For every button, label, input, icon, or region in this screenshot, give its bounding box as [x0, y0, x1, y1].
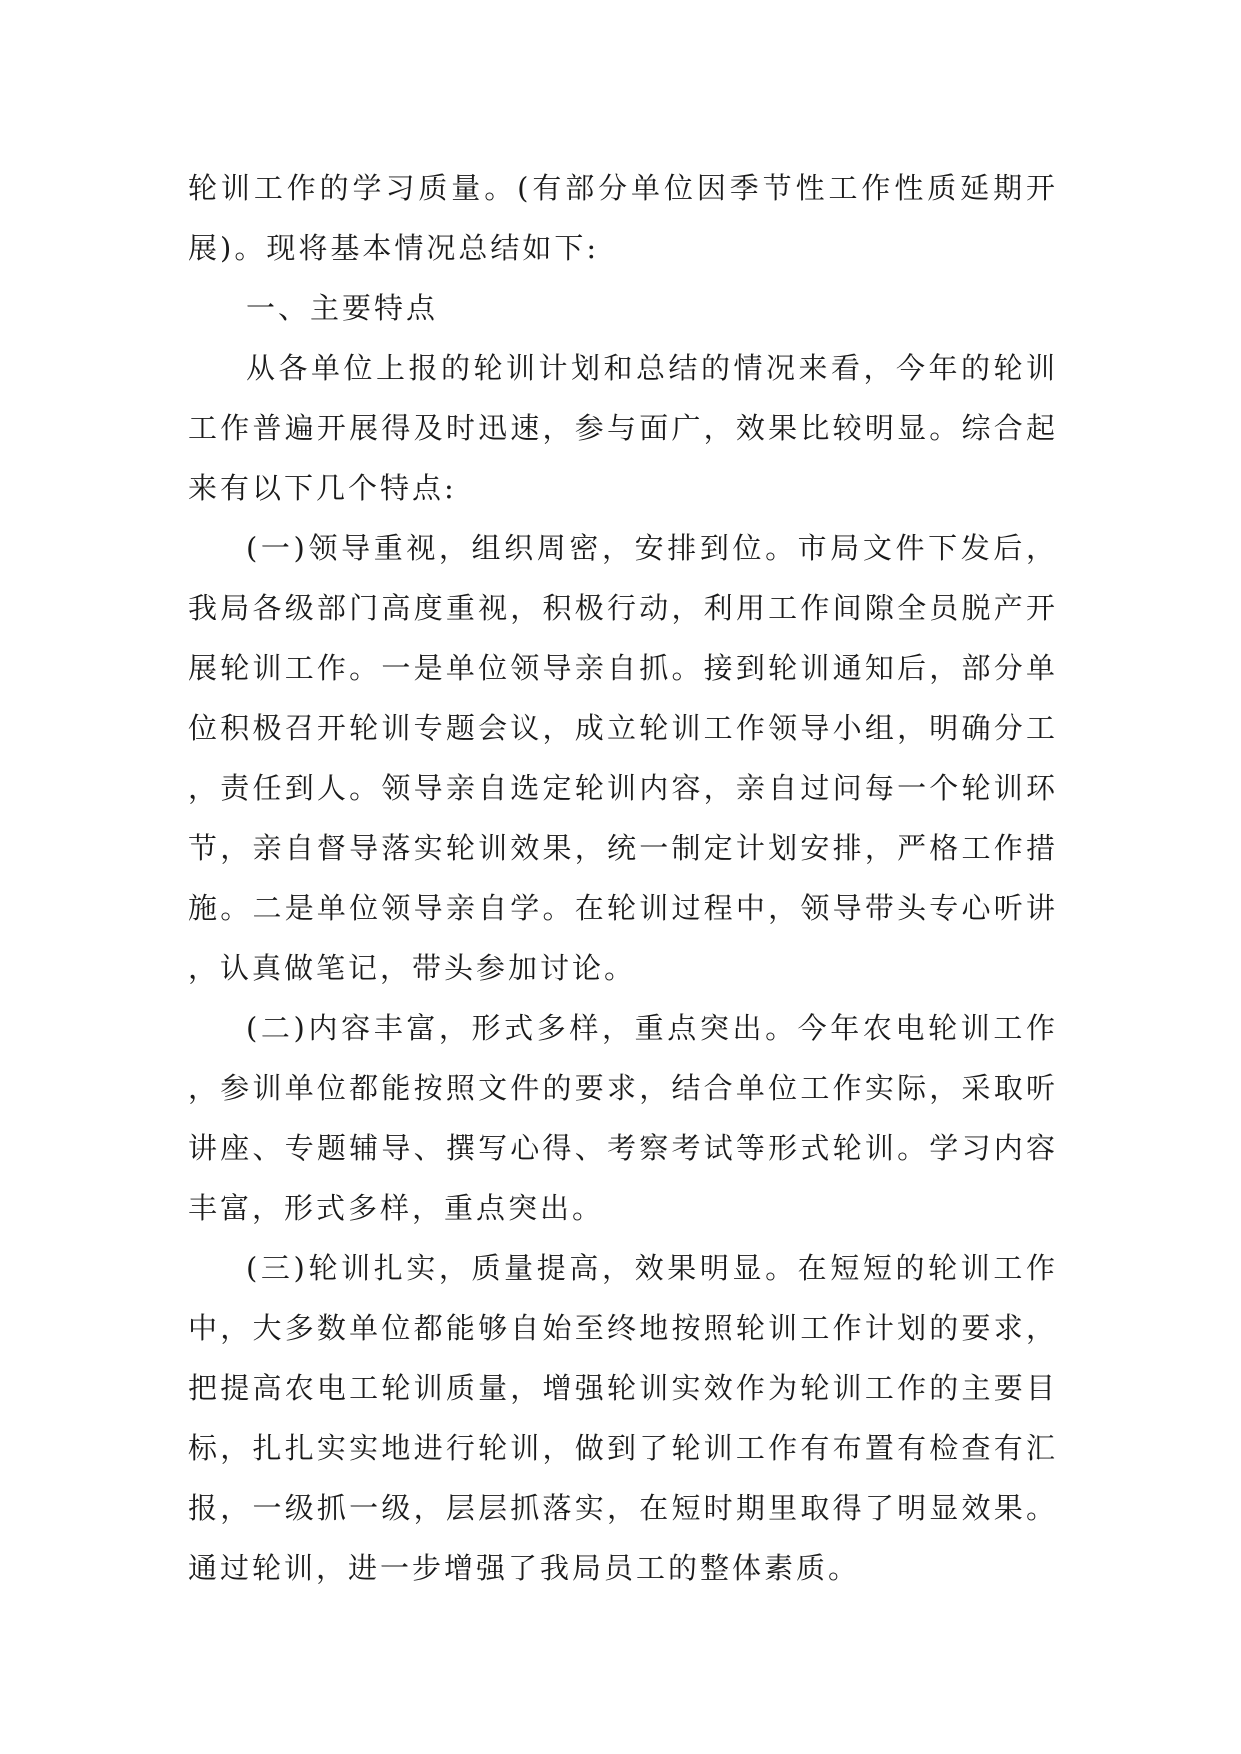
paragraph-overview: 从各单位上报的轮训计划和总结的情况来看，今年的轮训工作普遍开展得及时迅速，参与面广，效果比较明显。综合起来有以下几个特点:: [188, 351, 1058, 505]
document-body: [188, 158, 1058, 1598]
paragraph-feature-3: (三)轮训扎实，质量提高，效果明显。在短短的轮训工作中，大多数单位都能够自始至终地按照轮训工作计划的要求，把提高农电工轮训质量，增强轮训实效作为轮训工作的主要目标，扎扎实实地进行轮训，做到了轮训工作有布置有检查有汇报，一级抓一级，层层抓落实，在短时期里取得了明显效果。通过轮训，进一步增强了我局员工的整体素质。: [188, 1251, 1058, 1585]
paragraph-feature-1: (一)领导重视，组织周密，安排到位。市局文件下发后，我局各级部门高度重视，积极行动，利用工作间隙全员脱产开展轮训工作。一是单位领导亲自抓。接到轮训通知后，部分单位积极召开轮训专题会议，成立轮训工作领导小组，明确分工，责任到人。领导亲自选定轮训内容，亲自过问每一个轮训环节，亲自督导落实轮训效果，统一制定计划安排，严格工作措施。二是单位领导亲自学。在轮训过程中，领导带头专心听讲，认真做笔记，带头参加讨论。: [188, 531, 1058, 985]
paragraph-feature-2: (二)内容丰富，形式多样，重点突出。今年农电轮训工作，参训单位都能按照文件的要求，结合单位工作实际，采取听讲座、专题辅导、撰写心得、考察考试等形式轮训。学习内容丰富，形式多样，重点突出。: [188, 1011, 1058, 1225]
paragraph-intro-continued: 轮训工作的学习质量。(有部分单位因季节性工作性质延期开展)。现将基本情况总结如下:: [188, 171, 1058, 265]
section-heading-main-features: 一、主要特点: [246, 291, 439, 325]
